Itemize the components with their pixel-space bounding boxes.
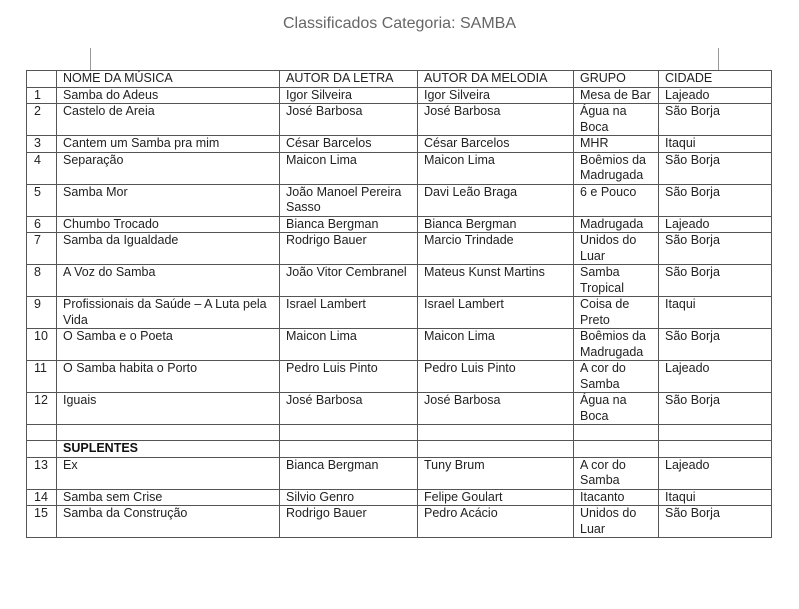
melody-author: Pedro Luis Pinto [418, 361, 574, 393]
suplente-row [27, 506, 772, 538]
song-name: Samba da Construção [57, 506, 280, 538]
lyrics-author: Igor Silveira [280, 87, 418, 104]
header-cell-song: NOME DA MÚSICA [57, 71, 280, 88]
table-row [27, 216, 772, 233]
city-name: Lajeado [659, 216, 772, 233]
group-name: Itacanto [574, 489, 659, 506]
group-name: A cor do Samba [574, 457, 659, 489]
suplente-row [27, 489, 772, 506]
table-row [27, 393, 772, 425]
row-number: 1 [27, 87, 57, 104]
table-row [27, 233, 772, 265]
empty-row [27, 425, 772, 441]
group-name: Mesa de Bar [574, 87, 659, 104]
melody-author: César Barcelos [418, 136, 574, 153]
row-number: 3 [27, 136, 57, 153]
melody-author: José Barbosa [418, 104, 574, 136]
song-name: Castelo de Areia [57, 104, 280, 136]
group-name: Coisa de Preto [574, 297, 659, 329]
empty-cell [574, 441, 659, 458]
city-name: São Borja [659, 233, 772, 265]
row-number: 13 [27, 457, 57, 489]
group-name: Água na Boca [574, 104, 659, 136]
group-name: A cor do Samba [574, 361, 659, 393]
city-name: São Borja [659, 152, 772, 184]
lyrics-author: Israel Lambert [280, 297, 418, 329]
melody-author: Maicon Lima [418, 152, 574, 184]
city-name: São Borja [659, 329, 772, 361]
suplentes-label: SUPLENTES [57, 441, 280, 458]
song-name: Iguais [57, 393, 280, 425]
lyrics-author: José Barbosa [280, 393, 418, 425]
results-table [26, 70, 772, 538]
city-name: Itaqui [659, 136, 772, 153]
song-name: O Samba habita o Porto [57, 361, 280, 393]
table-row [27, 87, 772, 104]
melody-author: Igor Silveira [418, 87, 574, 104]
lyrics-author: João Manoel Pereira Sasso [280, 184, 418, 216]
melody-author: Maicon Lima [418, 329, 574, 361]
song-name: Samba Mor [57, 184, 280, 216]
city-name: São Borja [659, 265, 772, 297]
song-name: Samba do Adeus [57, 87, 280, 104]
table-row [27, 184, 772, 216]
city-name: Lajeado [659, 361, 772, 393]
melody-author: Israel Lambert [418, 297, 574, 329]
group-name: Água na Boca [574, 393, 659, 425]
song-name: Profissionais da Saúde – A Luta pela Vida [57, 297, 280, 329]
table-row [27, 265, 772, 297]
melody-author: Davi Leão Braga [418, 184, 574, 216]
lyrics-author: Rodrigo Bauer [280, 506, 418, 538]
row-number: 4 [27, 152, 57, 184]
row-number: 11 [27, 361, 57, 393]
row-number: 10 [27, 329, 57, 361]
table-row [27, 297, 772, 329]
group-name: Madrugada [574, 216, 659, 233]
city-name: Itaqui [659, 489, 772, 506]
empty-cell [418, 441, 574, 458]
melody-author: Mateus Kunst Martins [418, 265, 574, 297]
city-name: São Borja [659, 393, 772, 425]
lyrics-author: Rodrigo Bauer [280, 233, 418, 265]
header-cell-number [27, 71, 57, 88]
song-name: Ex [57, 457, 280, 489]
melody-author: Bianca Bergman [418, 216, 574, 233]
empty-cell [659, 441, 772, 458]
row-number: 6 [27, 216, 57, 233]
margin-mark-right [718, 48, 719, 70]
row-number: 14 [27, 489, 57, 506]
empty-cell [280, 425, 418, 441]
group-name: 6 e Pouco [574, 184, 659, 216]
lyrics-author: Bianca Bergman [280, 457, 418, 489]
melody-author: Pedro Acácio [418, 506, 574, 538]
song-name: Samba sem Crise [57, 489, 280, 506]
lyrics-author: Maicon Lima [280, 329, 418, 361]
city-name: São Borja [659, 104, 772, 136]
row-number: 12 [27, 393, 57, 425]
empty-cell [57, 425, 280, 441]
margin-mark-left [90, 48, 91, 70]
city-name: Lajeado [659, 457, 772, 489]
lyrics-author: Maicon Lima [280, 152, 418, 184]
city-name: Lajeado [659, 87, 772, 104]
table-row [27, 329, 772, 361]
song-name: Cantem um Samba pra mim [57, 136, 280, 153]
table-row [27, 152, 772, 184]
empty-cell [27, 441, 57, 458]
song-name: Separação [57, 152, 280, 184]
group-name: Boêmios da Madrugada [574, 152, 659, 184]
group-name: Unidos do Luar [574, 506, 659, 538]
lyrics-author: José Barbosa [280, 104, 418, 136]
melody-author: Tuny Brum [418, 457, 574, 489]
city-name: São Borja [659, 506, 772, 538]
melody-author: Felipe Goulart [418, 489, 574, 506]
row-number: 5 [27, 184, 57, 216]
lyrics-author: João Vitor Cembranel [280, 265, 418, 297]
empty-cell [280, 441, 418, 458]
song-name: O Samba e o Poeta [57, 329, 280, 361]
header-cell-lyrics-author: AUTOR DA LETRA [280, 71, 418, 88]
header-cell-melody-author: AUTOR DA MELODIA [418, 71, 574, 88]
row-number: 7 [27, 233, 57, 265]
city-name: São Borja [659, 184, 772, 216]
song-name: Chumbo Trocado [57, 216, 280, 233]
results-table-body [27, 71, 772, 538]
empty-cell [418, 425, 574, 441]
table-row [27, 136, 772, 153]
row-number: 2 [27, 104, 57, 136]
page-title: Classificados Categoria: SAMBA [283, 15, 516, 32]
suplentes-label-row [27, 441, 772, 458]
song-name: Samba da Igualdade [57, 233, 280, 265]
group-name: Boêmios da Madrugada [574, 329, 659, 361]
row-number: 8 [27, 265, 57, 297]
lyrics-author: Pedro Luis Pinto [280, 361, 418, 393]
header-row [27, 71, 772, 88]
song-name: A Voz do Samba [57, 265, 280, 297]
melody-author: José Barbosa [418, 393, 574, 425]
table-row [27, 104, 772, 136]
empty-cell [659, 425, 772, 441]
group-name: Unidos do Luar [574, 233, 659, 265]
lyrics-author: Bianca Bergman [280, 216, 418, 233]
table-row [27, 361, 772, 393]
city-name: Itaqui [659, 297, 772, 329]
row-number: 15 [27, 506, 57, 538]
row-number: 9 [27, 297, 57, 329]
suplente-row [27, 457, 772, 489]
melody-author: Marcio Trindade [418, 233, 574, 265]
group-name: MHR [574, 136, 659, 153]
group-name: Samba Tropical [574, 265, 659, 297]
empty-cell [27, 425, 57, 441]
lyrics-author: César Barcelos [280, 136, 418, 153]
header-cell-city: CIDADE [659, 71, 772, 88]
empty-cell [574, 425, 659, 441]
lyrics-author: Silvio Genro [280, 489, 418, 506]
header-cell-group: GRUPO [574, 71, 659, 88]
